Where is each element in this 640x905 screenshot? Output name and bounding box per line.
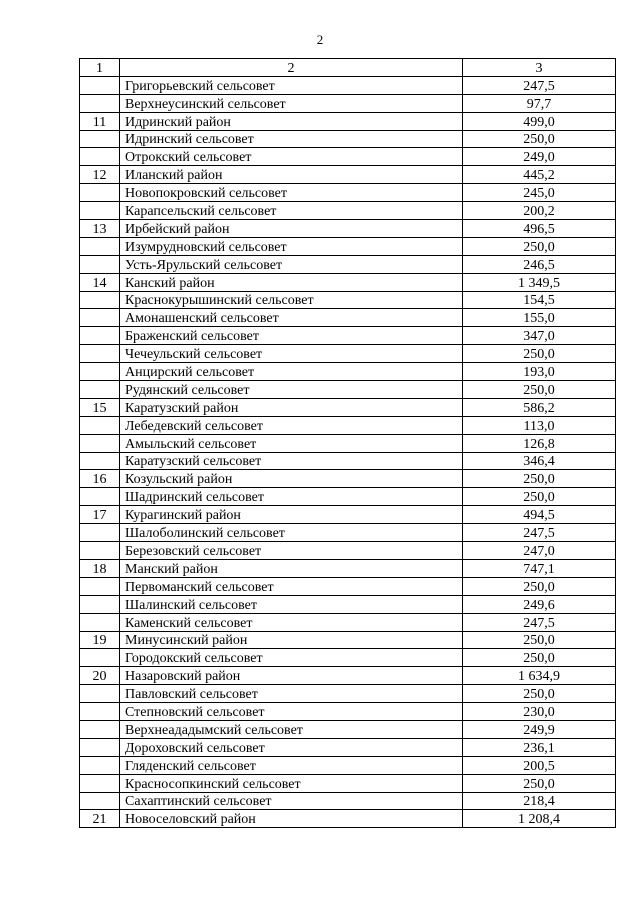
row-number-cell: 14 <box>80 273 120 291</box>
row-name-cell: Березовский сельсовет <box>120 542 463 560</box>
row-name-cell: Назаровский район <box>120 667 463 685</box>
table-row <box>80 363 616 381</box>
row-number-cell: 16 <box>80 470 120 488</box>
table-row <box>80 595 616 613</box>
row-number-cell: 15 <box>80 398 120 416</box>
table-row <box>80 148 616 166</box>
row-value-cell: 346,4 <box>463 452 616 470</box>
row-number-cell: 17 <box>80 506 120 524</box>
row-value-cell: 1 349,5 <box>463 273 616 291</box>
row-name-cell: Павловский сельсовет <box>120 685 463 703</box>
row-name-cell: Канский район <box>120 273 463 291</box>
row-value-cell: 250,0 <box>463 381 616 399</box>
row-value-cell: 155,0 <box>463 309 616 327</box>
row-name-cell: Чечеульский сельсовет <box>120 345 463 363</box>
row-number-cell <box>80 649 120 667</box>
row-value-cell: 250,0 <box>463 237 616 255</box>
row-name-cell: Лебедевский сельсовет <box>120 416 463 434</box>
table-row <box>80 398 616 416</box>
row-number-cell <box>80 756 120 774</box>
table-row <box>80 756 616 774</box>
table-row <box>80 309 616 327</box>
row-number-cell: 12 <box>80 166 120 184</box>
row-value-cell: 236,1 <box>463 738 616 756</box>
table-row <box>80 542 616 560</box>
row-name-cell: Красносопкинский сельсовет <box>120 774 463 792</box>
row-number-cell <box>80 291 120 309</box>
row-number-cell <box>80 381 120 399</box>
row-name-cell: Идринский сельсовет <box>120 130 463 148</box>
table-row <box>80 273 616 291</box>
table-row <box>80 202 616 220</box>
row-number-cell <box>80 434 120 452</box>
row-name-cell: Шадринский сельсовет <box>120 488 463 506</box>
table-row <box>80 381 616 399</box>
table-row <box>80 685 616 703</box>
table-row <box>80 667 616 685</box>
row-name-cell: Степновский сельсовет <box>120 703 463 721</box>
row-number-cell <box>80 237 120 255</box>
table-row <box>80 720 616 738</box>
row-name-cell: Городокский сельсовет <box>120 649 463 667</box>
row-number-cell <box>80 488 120 506</box>
table-row <box>80 434 616 452</box>
row-number-cell <box>80 255 120 273</box>
row-number-cell <box>80 363 120 381</box>
row-name-cell: Новоселовский район <box>120 810 463 828</box>
row-name-cell: Сахаптинский сельсовет <box>120 792 463 810</box>
row-name-cell: Рудянский сельсовет <box>120 381 463 399</box>
row-name-cell: Верхнеусинский сельсовет <box>120 94 463 112</box>
row-number-cell: 18 <box>80 559 120 577</box>
row-number-cell: 21 <box>80 810 120 828</box>
allocation-table <box>79 58 616 828</box>
row-name-cell: Изумрудновский сельсовет <box>120 237 463 255</box>
row-name-cell: Каратузский сельсовет <box>120 452 463 470</box>
row-number-cell <box>80 309 120 327</box>
page-number: 2 <box>316 32 324 47</box>
table-row <box>80 488 616 506</box>
row-number-cell <box>80 595 120 613</box>
row-name-cell: Курагинский район <box>120 506 463 524</box>
table-header-row <box>80 59 616 77</box>
row-name-cell: Ирбейский район <box>120 220 463 238</box>
row-value-cell: 249,6 <box>463 595 616 613</box>
table-row <box>80 345 616 363</box>
row-name-cell: Дороховский сельсовет <box>120 738 463 756</box>
row-value-cell: 250,0 <box>463 631 616 649</box>
row-value-cell: 200,5 <box>463 756 616 774</box>
table-row <box>80 470 616 488</box>
row-number-cell <box>80 703 120 721</box>
row-number-cell <box>80 774 120 792</box>
table-row <box>80 220 616 238</box>
table-row <box>80 631 616 649</box>
row-value-cell: 246,5 <box>463 255 616 273</box>
row-name-cell: Амонашенский сельсовет <box>120 309 463 327</box>
table-row <box>80 738 616 756</box>
row-value-cell: 499,0 <box>463 112 616 130</box>
row-number-cell <box>80 416 120 434</box>
row-value-cell: 250,0 <box>463 470 616 488</box>
row-name-cell: Шалоболинский сельсовет <box>120 524 463 542</box>
row-name-cell: Отрокский сельсовет <box>120 148 463 166</box>
table-row <box>80 792 616 810</box>
row-number-cell <box>80 76 120 94</box>
table-row <box>80 774 616 792</box>
row-value-cell: 494,5 <box>463 506 616 524</box>
row-name-cell: Амыльский сельсовет <box>120 434 463 452</box>
header-col-1: 1 <box>80 59 120 77</box>
row-value-cell: 218,4 <box>463 792 616 810</box>
table-row <box>80 130 616 148</box>
row-name-cell: Усть-Ярульский сельсовет <box>120 255 463 273</box>
row-name-cell: Новопокровский сельсовет <box>120 184 463 202</box>
row-value-cell: 113,0 <box>463 416 616 434</box>
row-number-cell <box>80 577 120 595</box>
table-row <box>80 327 616 345</box>
row-name-cell: Григорьевский сельсовет <box>120 76 463 94</box>
row-number-cell: 11 <box>80 112 120 130</box>
row-name-cell: Идринский район <box>120 112 463 130</box>
table-row <box>80 237 616 255</box>
row-number-cell <box>80 685 120 703</box>
row-value-cell: 249,0 <box>463 148 616 166</box>
row-value-cell: 250,0 <box>463 649 616 667</box>
table-row <box>80 184 616 202</box>
row-value-cell: 200,2 <box>463 202 616 220</box>
row-number-cell <box>80 452 120 470</box>
row-value-cell: 1 634,9 <box>463 667 616 685</box>
row-value-cell: 250,0 <box>463 130 616 148</box>
row-value-cell: 250,0 <box>463 577 616 595</box>
row-number-cell <box>80 327 120 345</box>
row-name-cell: Каратузский район <box>120 398 463 416</box>
row-value-cell: 496,5 <box>463 220 616 238</box>
row-number-cell: 13 <box>80 220 120 238</box>
row-name-cell: Гляденский сельсовет <box>120 756 463 774</box>
row-value-cell: 230,0 <box>463 703 616 721</box>
table-row <box>80 416 616 434</box>
row-value-cell: 247,0 <box>463 542 616 560</box>
row-value-cell: 126,8 <box>463 434 616 452</box>
row-name-cell: Карапсельский сельсовет <box>120 202 463 220</box>
row-number-cell <box>80 792 120 810</box>
row-name-cell: Верхнеададымский сельсовет <box>120 720 463 738</box>
table-row <box>80 94 616 112</box>
table-row <box>80 255 616 273</box>
row-value-cell: 1 208,4 <box>463 810 616 828</box>
row-number-cell: 19 <box>80 631 120 649</box>
row-value-cell: 193,0 <box>463 363 616 381</box>
row-value-cell: 249,9 <box>463 720 616 738</box>
row-number-cell <box>80 738 120 756</box>
row-number-cell <box>80 130 120 148</box>
row-value-cell: 245,0 <box>463 184 616 202</box>
table-row <box>80 559 616 577</box>
table-row <box>80 291 616 309</box>
row-value-cell: 445,2 <box>463 166 616 184</box>
row-number-cell <box>80 148 120 166</box>
row-number-cell <box>80 94 120 112</box>
table-row <box>80 649 616 667</box>
row-number-cell <box>80 542 120 560</box>
row-number-cell <box>80 613 120 631</box>
table-row <box>80 452 616 470</box>
table-body <box>80 59 616 828</box>
row-value-cell: 747,1 <box>463 559 616 577</box>
row-value-cell: 97,7 <box>463 94 616 112</box>
table-row <box>80 577 616 595</box>
row-number-cell: 20 <box>80 667 120 685</box>
row-value-cell: 154,5 <box>463 291 616 309</box>
table-row <box>80 76 616 94</box>
row-value-cell: 250,0 <box>463 345 616 363</box>
row-name-cell: Шалинский сельсовет <box>120 595 463 613</box>
row-name-cell: Первоманский сельсовет <box>120 577 463 595</box>
table-row <box>80 524 616 542</box>
row-name-cell: Краснокурышинский сельсовет <box>120 291 463 309</box>
row-name-cell: Минусинский район <box>120 631 463 649</box>
row-name-cell: Иланский район <box>120 166 463 184</box>
table-row <box>80 810 616 828</box>
row-number-cell <box>80 720 120 738</box>
table-row <box>80 506 616 524</box>
header-col-3: 3 <box>463 59 616 77</box>
row-name-cell: Манский район <box>120 559 463 577</box>
row-name-cell: Анцирский сельсовет <box>120 363 463 381</box>
row-value-cell: 250,0 <box>463 488 616 506</box>
header-col-2: 2 <box>120 59 463 77</box>
row-value-cell: 247,5 <box>463 524 616 542</box>
row-value-cell: 247,5 <box>463 613 616 631</box>
table-row <box>80 166 616 184</box>
table-row <box>80 112 616 130</box>
row-value-cell: 586,2 <box>463 398 616 416</box>
row-value-cell: 250,0 <box>463 685 616 703</box>
row-name-cell: Браженский сельсовет <box>120 327 463 345</box>
row-value-cell: 250,0 <box>463 774 616 792</box>
row-value-cell: 347,0 <box>463 327 616 345</box>
table-row <box>80 703 616 721</box>
row-number-cell <box>80 524 120 542</box>
row-name-cell: Козульский район <box>120 470 463 488</box>
row-number-cell <box>80 202 120 220</box>
row-value-cell: 247,5 <box>463 76 616 94</box>
row-number-cell <box>80 345 120 363</box>
row-number-cell <box>80 184 120 202</box>
row-name-cell: Каменский сельсовет <box>120 613 463 631</box>
table-row <box>80 613 616 631</box>
